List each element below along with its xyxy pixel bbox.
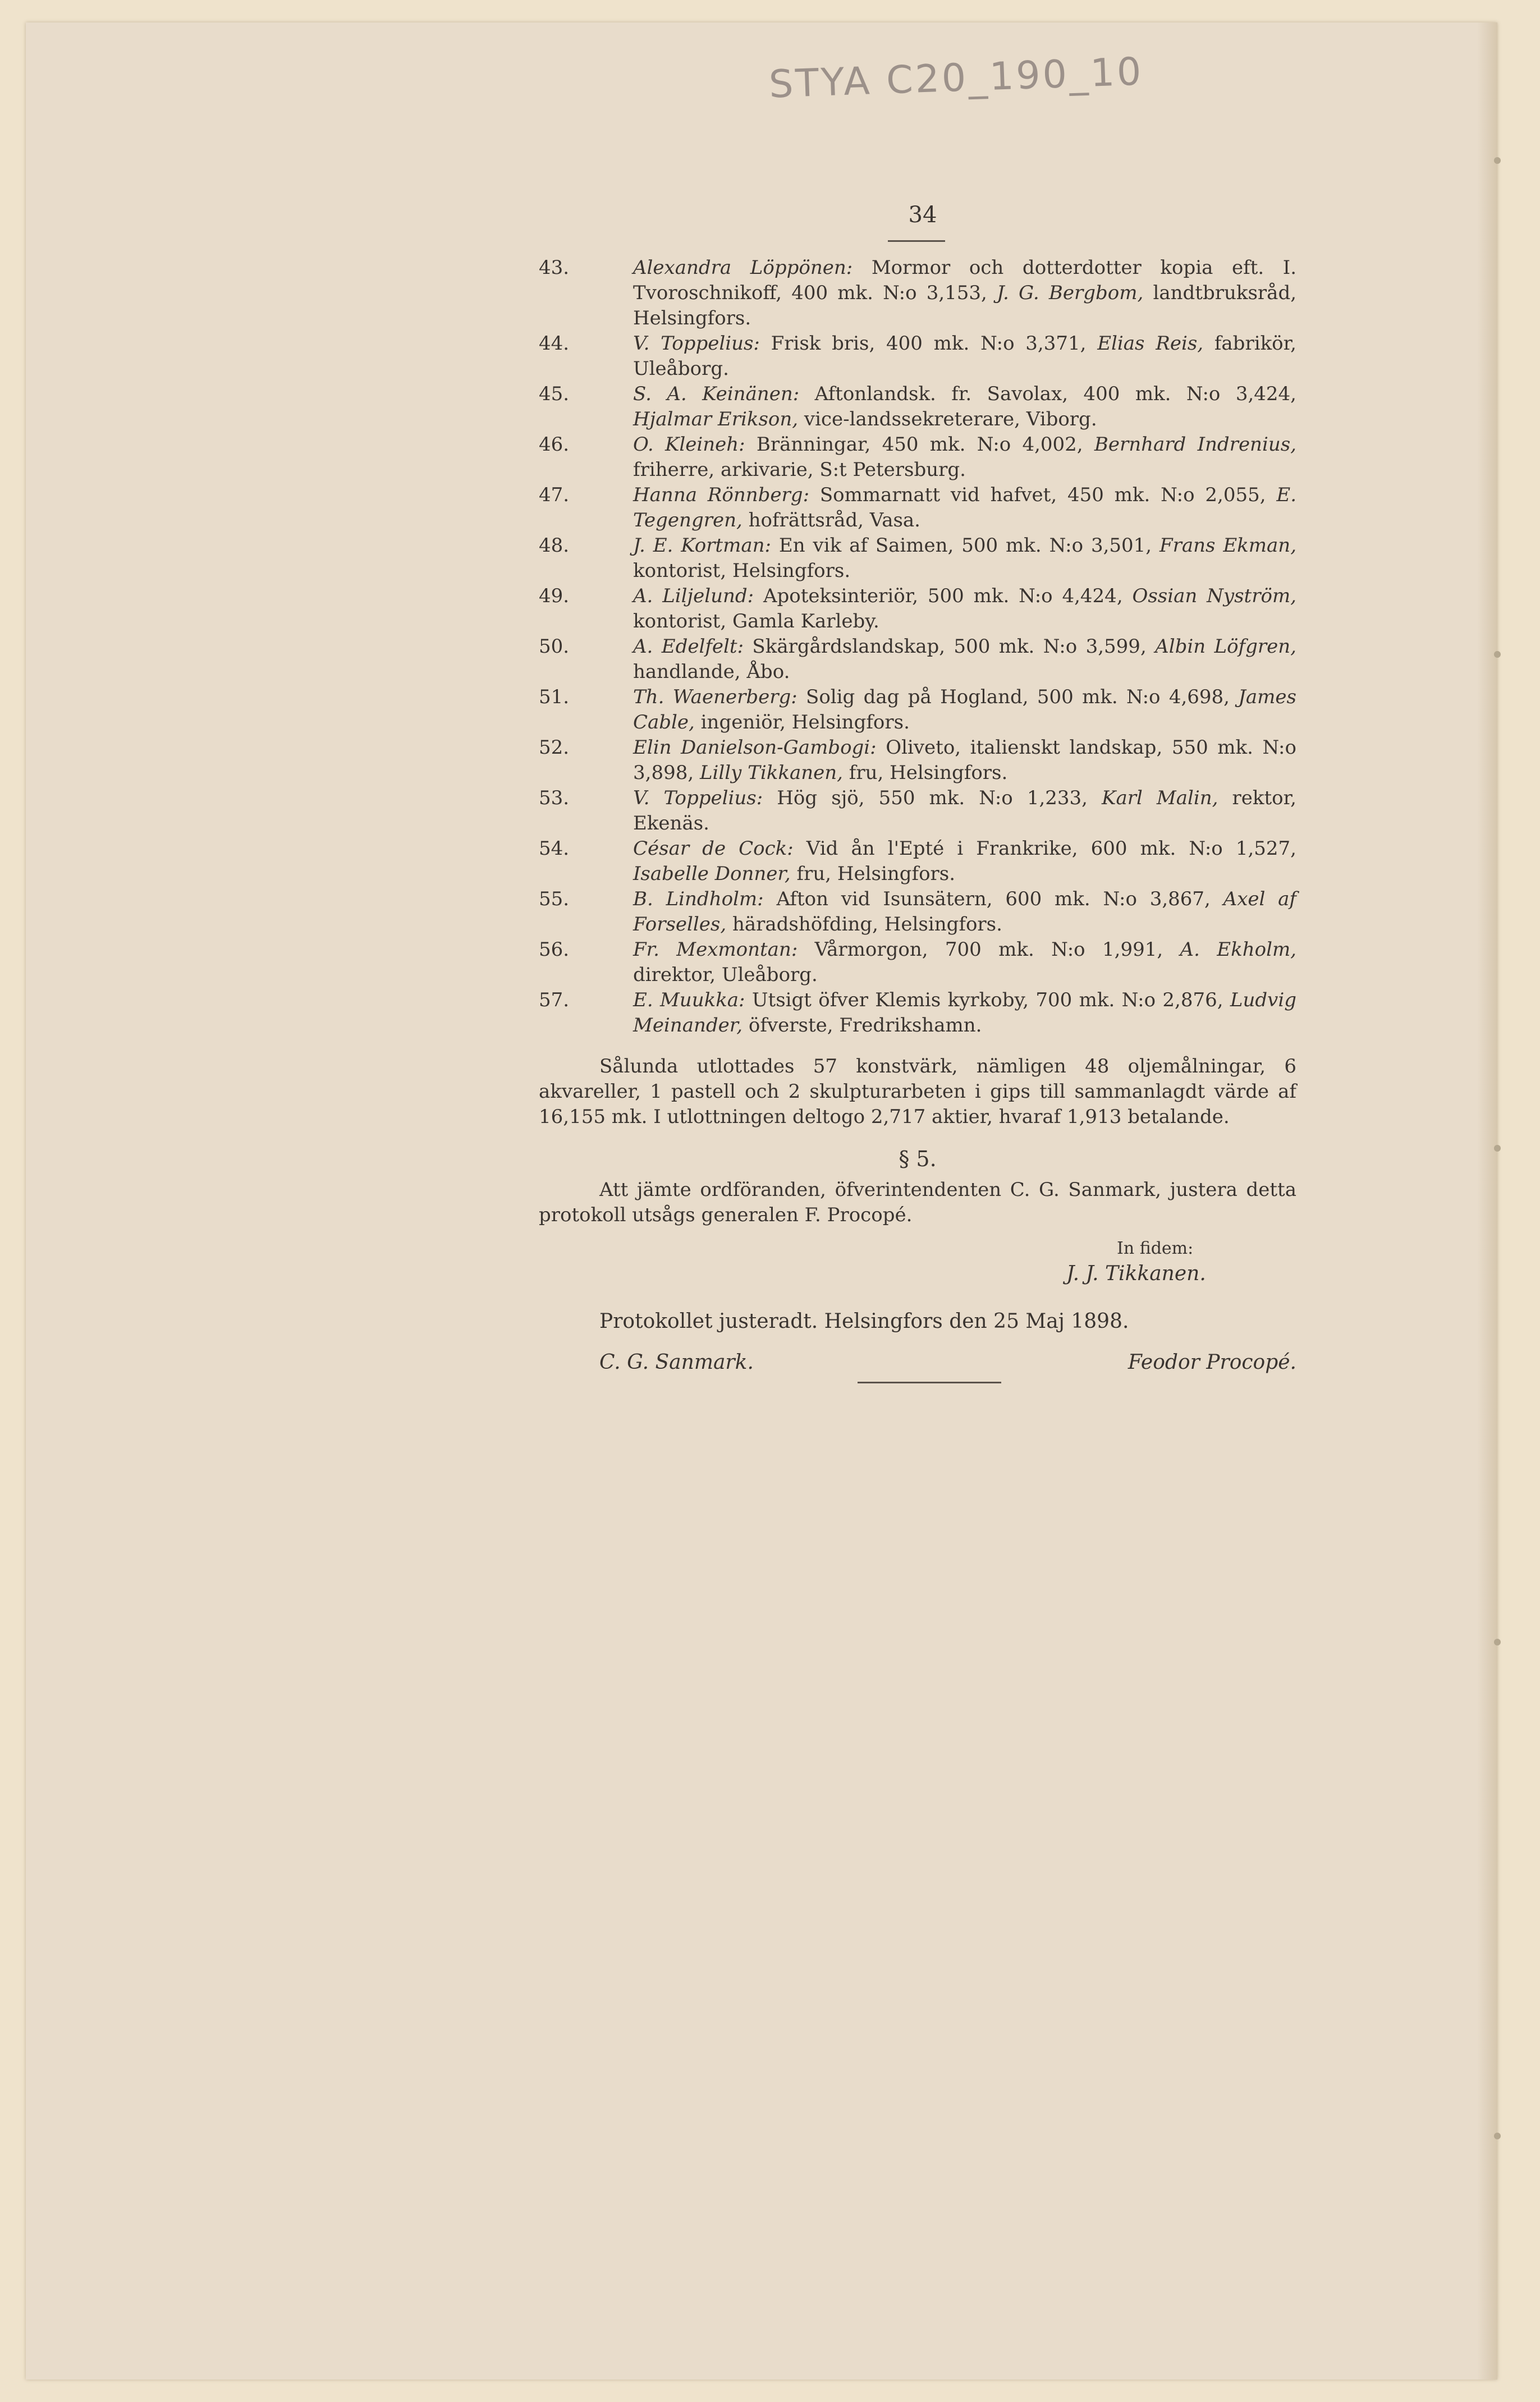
entry-artist: O. Kleineh: bbox=[633, 433, 745, 456]
entry-artwork: Afton vid Isunsätern, 600 mk. N:o 3,867, bbox=[776, 888, 1211, 910]
entry-artist: B. Lindholm: bbox=[633, 888, 764, 910]
signature-sanmark: C. G. Sanmark. bbox=[599, 1351, 754, 1374]
entry-number: 50. bbox=[539, 635, 570, 658]
entry-artist: Alexandra Löppönen: bbox=[633, 256, 853, 279]
lottery-entry bbox=[539, 836, 1296, 887]
signature-row bbox=[539, 1350, 1296, 1383]
signature-procope: Feodor Procopé. bbox=[1128, 1351, 1296, 1374]
entry-winner-title: landtbruksråd, Helsingfors. bbox=[633, 282, 1297, 329]
lottery-entry bbox=[539, 432, 1296, 483]
entry-number: 53. bbox=[539, 787, 570, 809]
entry-artist: Hanna Rönnberg: bbox=[633, 484, 810, 506]
entry-winner: Lilly Tikkanen, bbox=[699, 762, 843, 784]
entry-number: 43. bbox=[539, 256, 570, 279]
entry-artist: César de Cock: bbox=[633, 837, 794, 860]
page-number: 34 bbox=[908, 202, 937, 228]
protocol-text bbox=[539, 255, 1296, 1383]
binding-hole bbox=[1494, 2133, 1501, 2139]
entry-artwork: Hög sjö, 550 mk. N:o 1,233, bbox=[777, 787, 1088, 809]
entry-number: 48. bbox=[539, 534, 570, 557]
entry-artist: V. Toppelius: bbox=[633, 787, 763, 809]
summary-paragraph: Sålunda utlottades 57 konstvärk, nämligen 48 oljemålningar, 6 akvareller, 1 pastell och 2 skulpturarbeten i gips till sammanlagdt värde af 16,155 mk. I utlottningen deltogo 2,717 aktier, hvaraf 1,913 betalande. bbox=[539, 1055, 1296, 1128]
entry-artwork: Mormor och dotterdotter kopia eft. I. Tvoroschnikoff, 400 mk. N:o 3,153, bbox=[633, 256, 1296, 304]
entry-artist: S. A. Keinänen: bbox=[633, 383, 800, 405]
entry-artwork: Sommarnatt vid hafvet, 450 mk. N:o 2,055, bbox=[819, 484, 1266, 506]
lottery-entry bbox=[539, 533, 1296, 584]
binding-hole bbox=[1494, 1639, 1501, 1645]
entry-winner: A. Ekholm, bbox=[1180, 938, 1296, 961]
lottery-entry bbox=[539, 483, 1296, 533]
entry-winner: Karl Malin, bbox=[1102, 787, 1218, 809]
handwritten-archive-reference: STYA C20_190_10 bbox=[768, 49, 1144, 107]
entry-artist: A. Liljelund: bbox=[633, 585, 754, 607]
entry-number: 46. bbox=[539, 433, 570, 456]
entry-artwork: Utsigt öfver Klemis kyrkoby, 700 mk. N:o 2,876, bbox=[751, 989, 1223, 1011]
paper-edge bbox=[1477, 22, 1497, 2380]
entry-artist: E. Muukka: bbox=[633, 989, 745, 1011]
lottery-entry bbox=[539, 584, 1296, 634]
entry-winner-title: vice-landssekreterare, Viborg. bbox=[804, 408, 1097, 430]
entry-winner: Isabelle Donner, bbox=[633, 863, 791, 885]
entry-winner-title: hofrättsråd, Vasa. bbox=[748, 509, 920, 531]
lottery-entry bbox=[539, 255, 1296, 331]
entry-winner: Ossian Nyström, bbox=[1132, 585, 1296, 607]
entry-winner: Bernhard Indrenius, bbox=[1094, 433, 1296, 456]
closing-paragraph: Att jämte ordföranden, öfverintendenten C. G. Sanmark, justera detta protokoll utsågs generalen F. Procopé. bbox=[539, 1179, 1296, 1226]
justification-line: Protokollet justeradt. Helsingfors den 25 Maj 1898. bbox=[599, 1310, 1129, 1333]
entry-winner-title: fabrikör, Uleåborg. bbox=[633, 332, 1296, 380]
entry-winner: J. G. Bergbom, bbox=[997, 282, 1144, 304]
entry-winner-title: kontorist, Gamla Karleby. bbox=[633, 610, 879, 632]
entry-artist: Fr. Mexmontan: bbox=[633, 938, 798, 961]
entry-winner-title: direktor, Uleåborg. bbox=[633, 964, 818, 986]
entry-artwork: Solig dag på Hogland, 500 mk. N:o 4,698, bbox=[806, 686, 1230, 708]
entry-artwork: Apoteksinteriör, 500 mk. N:o 4,424, bbox=[763, 585, 1123, 607]
binding-hole bbox=[1494, 157, 1501, 164]
entry-artwork: Vårmorgon, 700 mk. N:o 1,991, bbox=[814, 938, 1163, 961]
entry-artist: Th. Waenerberg: bbox=[633, 686, 797, 708]
lottery-entry bbox=[539, 937, 1296, 988]
entry-artwork: Frisk bris, 400 mk. N:o 3,371, bbox=[771, 332, 1087, 355]
lottery-entry bbox=[539, 331, 1296, 382]
secretary-signature: J. J. Tikkanen. bbox=[1066, 1262, 1206, 1285]
entry-artist: J. E. Kortman: bbox=[633, 534, 771, 557]
entry-winner: Hjalmar Erikson, bbox=[633, 408, 799, 430]
entry-winner: Axel af Forselles, bbox=[633, 888, 1297, 936]
lottery-entry bbox=[539, 887, 1296, 937]
lottery-entry bbox=[539, 634, 1296, 685]
entry-artwork: Aftonlandsk. fr. Savolax, 400 mk. N:o 3,424, bbox=[814, 383, 1296, 405]
entry-number: 54. bbox=[539, 837, 570, 860]
entry-artwork: Oliveto, italienskt landskap, 550 mk. N:o 3,898, bbox=[633, 736, 1296, 784]
entry-winner: E. Tegengren, bbox=[633, 484, 1297, 531]
entry-number: 47. bbox=[539, 484, 570, 506]
entry-winner-title: friherre, arkivarie, S:t Petersburg. bbox=[633, 459, 966, 481]
entry-number: 52. bbox=[539, 736, 570, 759]
entry-winner: Frans Ekman, bbox=[1159, 534, 1296, 557]
entry-artist: V. Toppelius: bbox=[633, 332, 760, 355]
entry-number: 44. bbox=[539, 332, 570, 355]
entry-artist: A. Edelfelt: bbox=[633, 635, 744, 658]
binding-hole bbox=[1494, 1145, 1501, 1152]
entry-winner-title: ingeniör, Helsingfors. bbox=[700, 711, 910, 734]
entry-number: 57. bbox=[539, 989, 570, 1011]
page-number-rule bbox=[888, 240, 945, 242]
lottery-entry bbox=[539, 382, 1296, 432]
entry-artwork: En vik af Saimen, 500 mk. N:o 3,501, bbox=[778, 534, 1152, 557]
end-rule bbox=[858, 1382, 1001, 1383]
entry-winner: James Cable, bbox=[633, 686, 1296, 734]
entry-winner-title: kontorist, Helsingfors. bbox=[633, 560, 851, 582]
lottery-entry bbox=[539, 685, 1296, 735]
entry-artwork: Vid ån l'Epté i Frankrike, 600 mk. N:o 1,527, bbox=[806, 837, 1296, 860]
entry-number: 56. bbox=[539, 938, 570, 961]
entry-number: 51. bbox=[539, 686, 570, 708]
in-fidem-label: In fidem: bbox=[1117, 1239, 1194, 1258]
lottery-entry-list bbox=[539, 255, 1296, 1038]
lottery-entry bbox=[539, 786, 1296, 836]
entry-artwork: Bränningar, 450 mk. N:o 4,002, bbox=[756, 433, 1083, 456]
entry-winner: Ludvig Meinander, bbox=[633, 989, 1297, 1037]
entry-winner-title: fru, Helsingfors. bbox=[849, 762, 1008, 784]
entry-winner-title: fru, Helsingfors. bbox=[796, 863, 956, 885]
entry-winner: Albin Löfgren, bbox=[1155, 635, 1296, 658]
entry-winner-title: häradshöfding, Helsingfors. bbox=[732, 913, 1002, 936]
lottery-entry bbox=[539, 988, 1296, 1038]
binding-hole bbox=[1494, 651, 1501, 658]
entry-winner-title: handlande, Åbo. bbox=[633, 661, 790, 683]
lottery-entry bbox=[539, 735, 1296, 786]
entry-winner-title: rektor, Ekenäs. bbox=[633, 787, 1296, 835]
entry-number: 45. bbox=[539, 383, 570, 405]
section-heading: § 5. bbox=[899, 1147, 937, 1171]
entry-artist: Elin Danielson-Gambogi: bbox=[633, 736, 877, 759]
entry-artwork: Skärgårdslandskap, 500 mk. N:o 3,599, bbox=[752, 635, 1147, 658]
entry-winner: Elias Reis, bbox=[1097, 332, 1204, 355]
entry-number: 55. bbox=[539, 888, 570, 910]
entry-number: 49. bbox=[539, 585, 570, 607]
entry-winner-title: öfverste, Fredrikshamn. bbox=[748, 1014, 982, 1037]
